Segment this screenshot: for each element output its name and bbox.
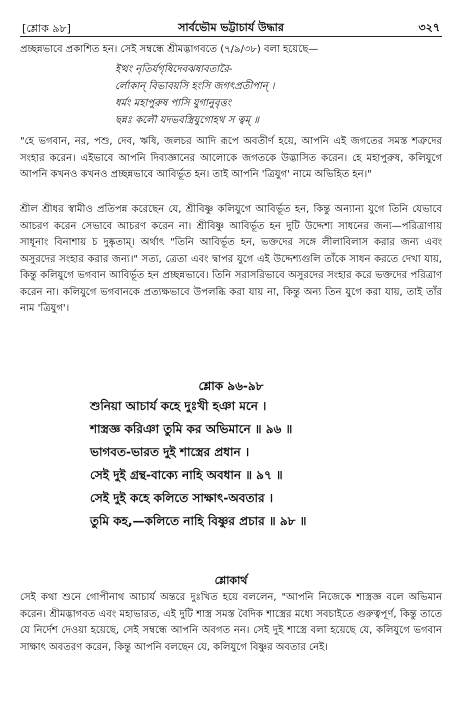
bengali-verse-line: শুনিয়া আচার্য কহে দুঃখী হঞা মনে । — [90, 399, 267, 413]
sanskrit-verse-line: র্লোকান্ বিভাবয়সি হংসি জগৎপ্রতীপান্ । — [115, 81, 275, 92]
bengali-verse-line: সেই দুই কহে কলিতে সাক্ষাৎ-অবতার । — [90, 491, 274, 505]
bengali-verse — [90, 395, 430, 533]
sanskrit-verse-line: ইত্থং নৃতির্যগৃষিদেবঝষাবতারৈ- — [115, 64, 233, 75]
translation-paragraph: সেই কথা শুনে গোপীনাথ আচার্য অন্তরে দুঃখিত হয়ে বললেন, "আপনি নিজেকে শাস্ত্রজ্ঞ বলে অভিমান করেন। শ্রীমদ্ভাগবত এবং মহাভারত, এই দুটি শাস্ত্র সমস্ত বৈদিক শাস্ত্রের মধ্যে সবচাইতে গুরুত্বপূর্ণ, কিন্তু তাতে যে নির্দেশ দেওয়া হয়েছে, সেই সম্বন্ধে আপনি অবগত নন। সেই দুই শাস্ত্রে বলা হয়েছে যে, কলিযুগে ভগবান সাক্ষাৎ অবতরণ করেন, কিন্তু আপনি বলছেন যে, কলিযুগে বিষ্ণুর অবতার নেই। — [20, 592, 442, 653]
translation-title: শ্লোকার্থ — [214, 574, 248, 587]
sanskrit-verse-line: ধর্মং মহাপুরুষ পাসি যুগানুবৃত্তং — [115, 98, 232, 109]
header-divider — [20, 36, 442, 37]
header-verse-ref: [শ্লোক ৯৮] — [22, 22, 71, 35]
bengali-verse-line: তুমি কহ,—কলিতে নাহি বিষ্ণুর প্রচার ॥ ৯৮ ॥ — [90, 514, 307, 528]
sloka-title: শ্লোক ৯৬-৯৮ — [198, 379, 264, 393]
intro-paragraph: প্রচ্ছন্নভাবে প্রকাশিত হন। সেই সম্বন্ধে শ্রীমদ্ভাগবতে (৭/৯/৩৮) বলা হয়েছে— — [20, 44, 319, 55]
bengali-verse-line: শাস্ত্রজ্ঞ করিঞা তুমি কর অভিমানে ॥ ৯৬ ॥ — [90, 422, 293, 436]
page-header — [20, 18, 442, 36]
sanskrit-verse-line: ছন্নঃ কলৌ যদভবস্ত্রিযুগোহথ স ত্বম্ ॥ — [115, 115, 259, 126]
translation-quote-paragraph: "হে ভগবান, নর, পশু, দেব, ঋষি, জলচর আদি রূপে অবতীর্ণ হয়ে, আপনি এই জগতের সমস্ত শত্রুদের সংহার করেন। এইভাবে আপনি দিব্যজ্ঞানের আলোকে জগতকে উদ্ভাসিত করেন। হে মহাপুরুষ, কলিযুগে আপনি কখনও কখনও প্রচ্ছন্নভাবে আবির্ভূত হন। তাই আপনি 'ত্রিযুগ' নামে অভিহিত হন।" — [20, 136, 442, 180]
bengali-verse-line: সেই দুই গ্রন্থ-বাক্যে নাহি অবধান ॥ ৯৭ ॥ — [90, 468, 283, 482]
sanskrit-verse — [115, 61, 435, 129]
header-page-number: ৩২৭ — [418, 21, 440, 34]
book-page — [20, 0, 442, 705]
bengali-verse-line: ভাগবত-ভারত দুই শাস্ত্রের প্রধান । — [90, 445, 250, 459]
header-chapter-title: সার্বভৌম ভট্টাচার্য উদ্ধার — [178, 21, 284, 34]
purport-paragraph: শ্রীল শ্রীধর স্বামীও প্রতিপন্ন করেছেন যে, শ্রীবিষ্ণু কলিযুগে আবির্ভূত হন, কিন্তু অন্যান্য যুগে তিনি যেভাবে আচরণ করেন সেভাবে আচরণ করেন না। শ্রীবিষ্ণু আবির্ভূত হন দুটি উদ্দেশ্য সাধনের জন্য—পরিত্রাণায় সাধূনাং বিনাশায় চ দুষ্কৃতাম্। অর্থাৎ "তিনি আবির্ভূত হন, ভক্তদের সঙ্গে লীলাবিলাস করার জন্য এবং অসুরদের সংহার করার জন্য।" সত্য, ত্রেতা এবং দ্বাপর যুগে এই উদ্দেশ্যগুলি তাঁকে সাধন করতে দেখা যায়, কিন্তু কলিযুগে ভগবান আবির্ভূত হন প্রচ্ছন্নভাবে। তিনি সরাসরিভাবে অসুরদের সংহার করে ভক্তদের পরিত্রাণ করেন না। কলিযুগে ভগবানকে প্রত্যক্ষভাবে উপলব্ধি করা যায় না, কিন্তু অন্য তিন যুগে করা যায়, তাই তাঁর নাম 'ত্রিযুগ'। — [20, 204, 442, 314]
